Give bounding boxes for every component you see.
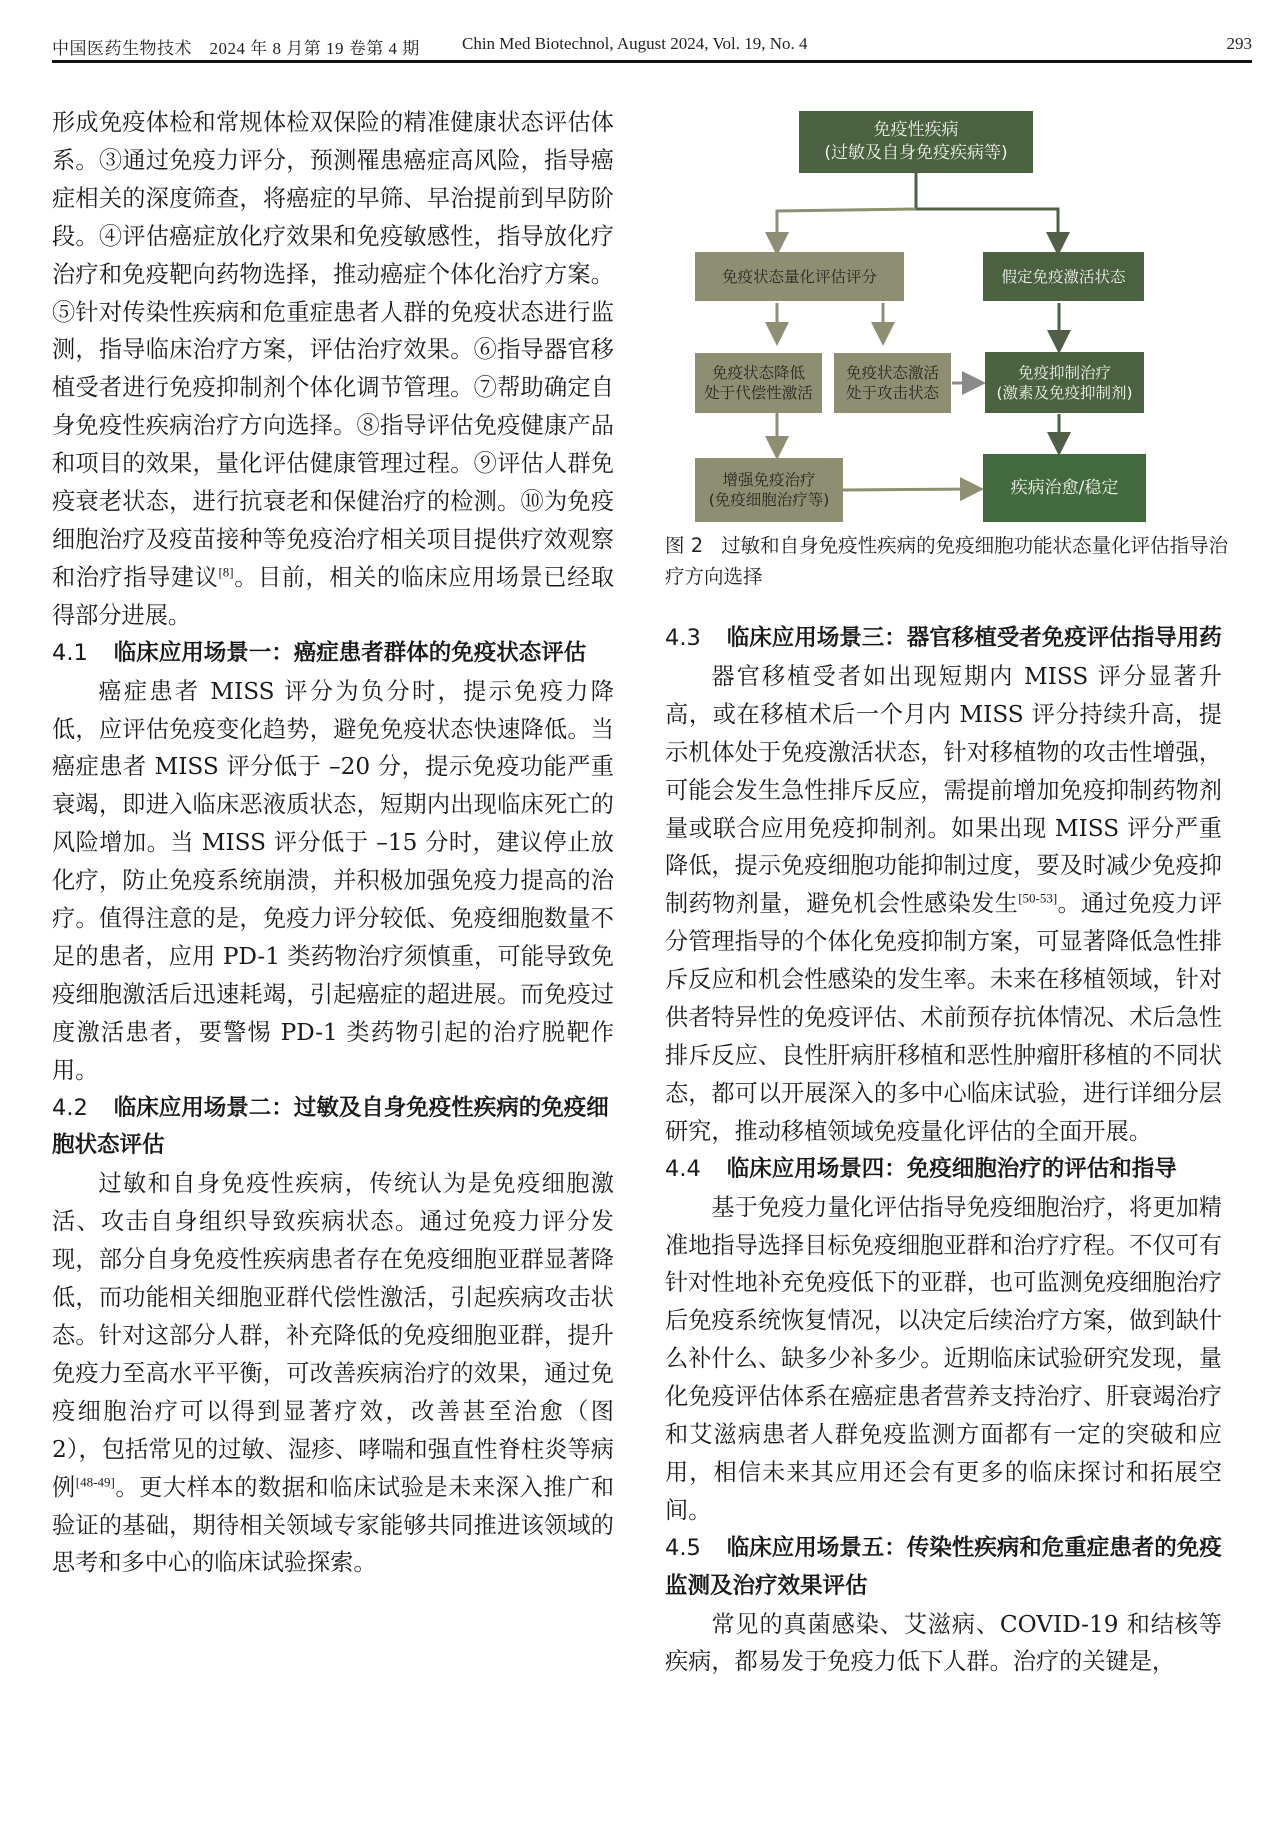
box-immune-disease: 免疫性疾病 (过敏及自身免疫疾病等) <box>799 111 1033 173</box>
box-quantitative-scoring: 免疫状态量化评估评分 <box>695 252 904 301</box>
journal-issue-en: Chin Med Biotechnol, August 2024, Vol. 19, No. 4 <box>462 34 808 53</box>
box-immune-activated: 免疫状态激活 处于攻击状态 <box>834 353 951 413</box>
citation: [48-49] <box>75 1473 115 1489</box>
section-heading-4-2: 4.2 临床应用场景二：过敏及自身免疫性疾病的免疫细胞状态评估 <box>52 1094 609 1159</box>
paragraph-transplant: 器官移植受者如出现短期内 MISS 评分显著升高，或在移植术后一个月内 MISS 评分持续升高，提示机体处于免疫激活状态，针对移植物的攻击性增强，可能会发生急性排斥反应，需提前增加免疫抑制药物剂量或联合应用免疫抑制剂。如果出现 MISS 评分严重降低，提示免疫细胞功能抑制过度，要及时减少免疫抑制药物剂量，避免机会性感染发生[50-53]。通过免疫力评分管理指导的个体化免疫抑制方案，可显著降低急性排斥反应和机会性感染的发生率。未来在移植领域，针对供者特异性的免疫评估、术前预存抗体情况、术后急性排斥反应、良性肝病肝移植和恶性肿瘤肝移植的不同状态，都可以开展深入的多中心临床试验，进行详细分层研究，推动移植领域免疫量化评估的全面开展。 <box>665 662 1223 1145</box>
box-immunosuppressive-therapy: 免疫抑制治疗 (激素及免疫抑制剂) <box>985 352 1144 413</box>
paragraph-autoimmune: 过敏和自身免疫性疾病，传统认为是免疫细胞激活、攻击自身组织导致疾病状态。通过免疫力评分发现，部分自身免疫性疾病患者存在免疫细胞亚群显著降低，而功能相关细胞亚群代偿性激活，引起疾病攻击状态。针对这部分人群，补充降低的免疫细胞亚群，提升免疫力至高水平平衡，可改善疾病治疗的效果，通过免疫细胞治疗可以得到显著疗效，改善甚至治愈（图 2），包括常见的过敏、湿疹、哮喘和强直性脊柱炎等病例[48-49]。更大样本的数据和临床试验是未来深入推广和验证的基础，期待相关领域专家能够共同推进该领域的思考和多中心的临床试验探索。 <box>52 1170 615 1577</box>
citation: [50-53] <box>1018 890 1058 906</box>
figure-2-flowchart <box>680 100 1260 530</box>
paragraph-infectious: 常见的真菌感染、艾滋病、COVID-19 和结核等疾病，都易发于免疫力低下人群。治疗的关键是， <box>665 1610 1222 1676</box>
page-number: 293 <box>1226 34 1252 53</box>
box-immune-decreased: 免疫状态降低 处于代偿性激活 <box>695 353 822 413</box>
running-header <box>52 34 1252 60</box>
figure-caption-text: 过敏和自身免疫性疾病的免疫细胞功能状态量化评估指导治疗方向选择 <box>665 534 1229 588</box>
left-column <box>52 104 614 1582</box>
arrow-to-assumed <box>916 209 1058 250</box>
section-heading-4-1: 4.1 临床应用场景一：癌症患者群体的免疫状态评估 <box>52 639 587 666</box>
section-heading-4-5: 4.5 临床应用场景五：传染性疾病和危重症患者的免疫监测及治疗效果评估 <box>665 1534 1222 1599</box>
paragraph-cancer: 癌症患者 MISS 评分为负分时，提示免疫力降低，应评估免疫变化趋势，避免免疫状态快速降低。当癌症患者 MISS 评分低于 –20 分，提示免疫功能严重衰竭，即进入临床恶液质状态，短期内出现临床死亡的风险增加。当 MISS 评分低于 –15 分时，建议停止放化疗，防止免疫系统崩溃，并积极加强免疫力提高的治疗。值得注意的是，免疫力评分较低、免疫细胞数量不足的患者，应用 PD-1 类药物治疗须慎重，可能导致免疫细胞激活后迅速耗竭，引起癌症的超进展。而免疫过度激活患者，要警惕 PD-1 类药物引起的治疗脱靶作用。 <box>52 677 614 1084</box>
figure-label: 图 2 <box>665 534 704 557</box>
box-disease-cured: 疾病治愈/稳定 <box>983 454 1146 522</box>
right-column <box>665 620 1222 1681</box>
section-heading-4-4: 4.4 临床应用场景四：免疫细胞治疗的评估和指导 <box>665 1155 1177 1182</box>
header-rule <box>52 60 1252 63</box>
box-enhance-immunotherapy: 增强免疫治疗 (免疫细胞治疗等) <box>695 458 843 522</box>
citation: [8] <box>218 564 234 580</box>
box-assumed-activation: 假定免疫激活状态 <box>983 252 1144 301</box>
paragraph-cell-therapy: 基于免疫力量化评估指导免疫细胞治疗，将更加精准地指导选择目标免疫细胞亚群和治疗疗程。不仅可有针对性地补充免疫低下的亚群，也可监测免疫细胞治疗后免疫系统恢复情况，以决定后续治疗方案，做到缺什么补什么、缺多少补多少。近期临床试验研究发现，量化免疫评估体系在癌症患者营养支持治疗、肝衰竭治疗和艾滋病患者人群免疫监测方面都有一定的突破和应用，相信未来其应用还会有更多的临床探讨和拓展空间。 <box>665 1193 1222 1524</box>
journal-issue-cn: 中国医药生物技术 2024 年 8 月第 19 卷第 4 期 <box>52 39 420 58</box>
section-heading-4-3: 4.3 临床应用场景三：器官移植受者免疫评估指导用药 <box>665 625 1222 651</box>
arrow-to-quant <box>777 209 916 250</box>
arrow-enhance-to-cure <box>843 489 978 490</box>
paragraph-applications: 形成免疫体检和常规体检双保险的精准健康状态评估体系。③通过免疫力评分，预测罹患癌症高风险，指导癌症相关的深度筛查，将癌症的早筛、早治提前到早防阶段。④评估癌症放化疗效果和免疫敏感性，指导放化疗治疗和免疫靶向药物选择，推动癌症个体化治疗方案。⑤针对传染性疾病和危重症患者人群的免疫状态进行监测，指导临床治疗方案，评估治疗效果。⑥指导器官移植受者进行免疫抑制剂个体化调节管理。⑦帮助确定自身免疫性疾病治疗方向选择。⑧指导评估免疫健康产品和项目的效果，量化评估健康管理过程。⑨评估人群免疫衰老状态，进行抗衰老和保健治疗的检测。⑩为免疫细胞治疗及疫苗接种等免疫治疗相关项目提供疗效观察和治疗指导建议[8]。目前，相关的临床应用场景已经取得部分进展。 <box>52 109 615 629</box>
figure-caption <box>665 530 1230 592</box>
